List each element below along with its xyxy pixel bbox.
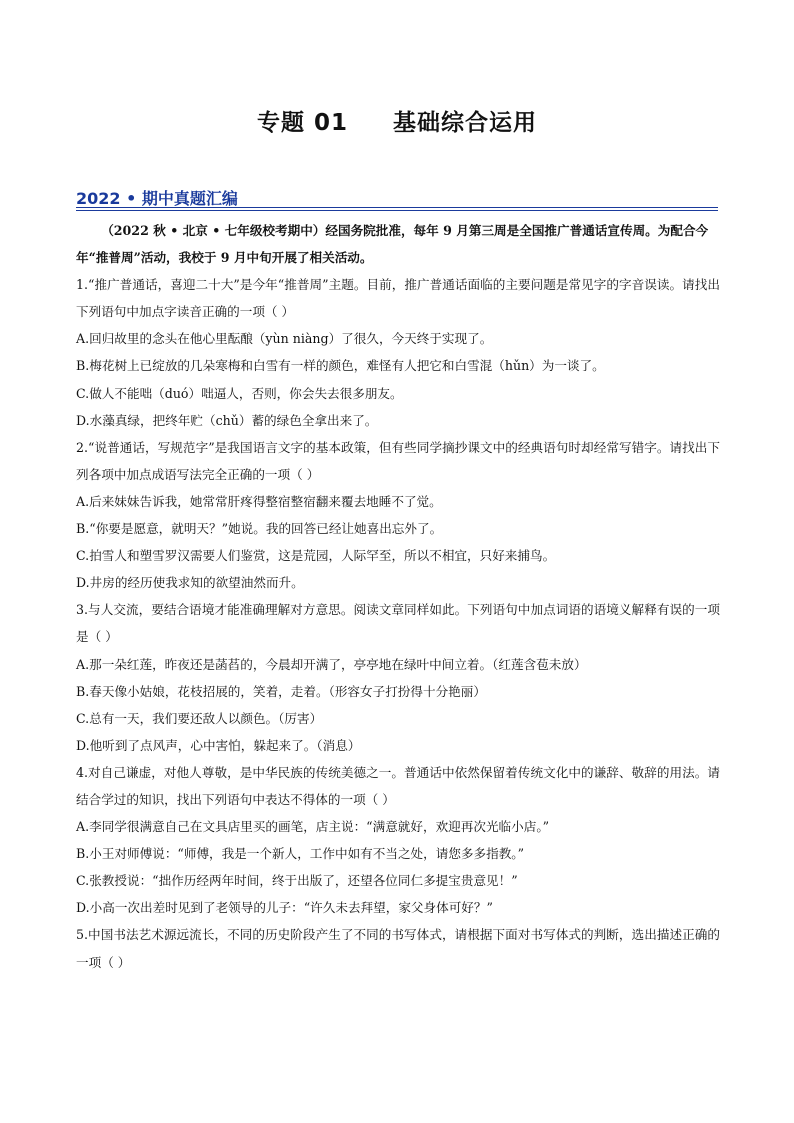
question-stem: 3.与人交流，要结合语境才能准确理解对方意思。阅读文章同样如此。下列语句中加点词语的语境义解释有误的一项是（ ） bbox=[76, 602, 720, 645]
option-a: A.回归故里的念头在他心里酝酿（yùn niàng）了很久，今天终于实现了。 bbox=[76, 331, 493, 347]
section-header bbox=[76, 186, 718, 209]
section-divider bbox=[76, 207, 718, 208]
option-b: B.梅花树上已绽放的几朵寒梅和白雪有一样的颜色，难怪有人把它和白雪混（hǔn）为一谈了。 bbox=[76, 358, 605, 374]
question-stem: 1.“推广普通话，喜迎二十大”是今年“推普周”主题。目前，推广普通话面临的主要问题是常见字的字音误读。请找出下列语句中加点字读音正确的一项（ ） bbox=[76, 277, 720, 320]
question-stem: 4.对自己谦虚，对他人尊敬，是中华民族的传统美德之一。普通话中依然保留着传统文化中的谦辞、敬辞的用法。请结合学过的知识，找出下列语句中表达不得体的一项（ ） bbox=[76, 764, 720, 807]
option-a: A.李同学很满意自己在文具店里买的画笔，店主说：“满意就好，欢迎再次光临小店。” bbox=[76, 819, 550, 835]
document-body bbox=[76, 217, 720, 976]
section-divider-thin bbox=[76, 210, 718, 211]
question-stem: 2.“说普通话，写规范字”是我国语言文字的基本政策，但有些同学摘抄课文中的经典语句时却经常写错字。请找出下列各项中加点成语写法完全正确的一项（ ） bbox=[76, 439, 720, 482]
option-c: C.总有一天，我们要还敌人以颜色。（厉害） bbox=[76, 710, 323, 726]
section-title: 2022 • 期中真题汇编 bbox=[76, 189, 238, 208]
option-b: B.春天像小姑娘，花枝招展的，笑着，走着。（形容女子打扮得十分艳丽） bbox=[76, 683, 486, 699]
question-3 bbox=[76, 596, 720, 759]
question-1 bbox=[76, 271, 720, 434]
question-stem: 5.中国书法艺术源远流长，不同的历史阶段产生了不同的书写体式，请根据下面对书写体式的判断，选出描述正确的一项（ ） bbox=[76, 927, 720, 970]
option-c: C.做人不能咄（duó）咄逼人，否则，你会失去很多朋友。 bbox=[76, 385, 403, 401]
option-d: D.井房的经历使我求知的欲望油然而升。 bbox=[76, 575, 304, 591]
option-c: C.拍雪人和塑雪罗汉需要人们鉴赏，这是荒园，人际罕至，所以不相宜，只好来捕鸟。 bbox=[76, 548, 556, 564]
question-5 bbox=[76, 921, 720, 975]
page-title: 专题 01 基础综合运用 bbox=[256, 110, 538, 136]
option-b: B.小王对师傅说：“师傅，我是一个新人，工作中如有不当之处，请您多多指教。” bbox=[76, 846, 525, 862]
option-a: A.后来妹妹告诉我，她常常肝疼得整宿整宿翻来覆去地睡不了觉。 bbox=[76, 493, 442, 509]
question-2 bbox=[76, 434, 720, 597]
option-a: A.那一朵红莲，昨夜还是菡萏的，今晨却开满了，亭亭地在绿叶中间立着。（红莲含苞未放） bbox=[76, 656, 587, 672]
option-d: D.水藻真绿，把终年贮（chǔ）蓄的绿色全拿出来了。 bbox=[76, 412, 378, 428]
option-c: C.张教授说：“拙作历经两年时间，终于出版了，还望各位同仁多提宝贵意见！” bbox=[76, 873, 518, 889]
question-4 bbox=[76, 759, 720, 922]
option-d: D.小高一次出差时见到了老领导的儿子：“许久未去拜望，家父身体可好？” bbox=[76, 900, 493, 916]
intro-paragraph: （2022 秋 • 北京 • 七年级校考期中）经国务院批准，每年 9 月第三周是全国推广普通话宣传周。为配合今年“推普周”活动，我校于 9 月中旬开展了相关活动。 bbox=[76, 223, 709, 266]
option-b: B.“你要是愿意，就明天？”她说。我的回答已经让她喜出忘外了。 bbox=[76, 521, 443, 537]
option-d: D.他听到了点风声，心中害怕，躲起来了。（消息） bbox=[76, 737, 361, 753]
